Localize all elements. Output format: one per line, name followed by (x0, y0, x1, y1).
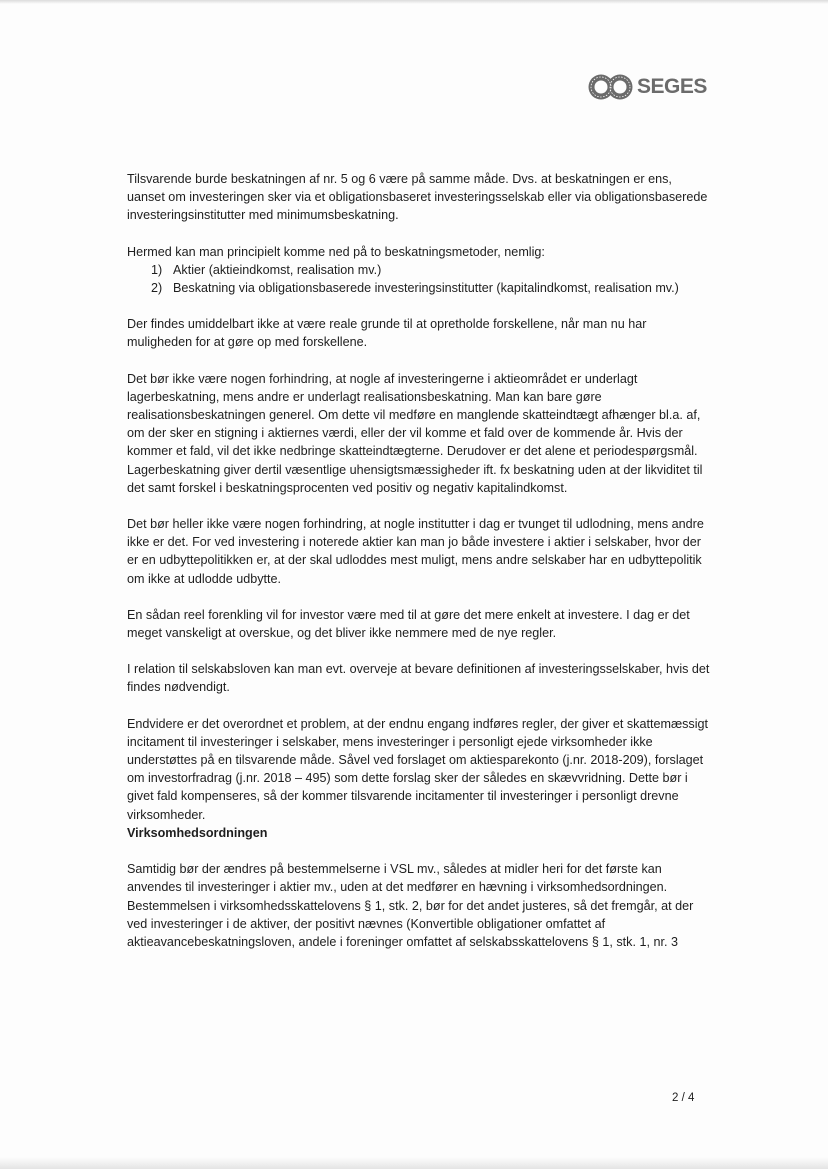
paragraph-simplification: En sådan reel forenkling vil for investor være med til at gøre det mere enkelt at investere. I dag er det meget vanskeligt at overskue, og det bliver ikke nemmere med de nye regler. (127, 607, 690, 641)
seges-logo (588, 72, 707, 102)
section-heading: Virksomhedsordningen (127, 825, 268, 840)
paragraph-taxation-equal: Tilsvarende burde beskatningen af nr. 5 og 6 være på samme måde. Dvs. at beskatningen er ens, uanset om investeringen sker via et obligationsbaseret investeringsselskab eller via obligationsbaserede investeringsinstitutter med minimumsbeskatning. (127, 172, 708, 223)
list-item (127, 279, 712, 297)
methods-list (127, 261, 712, 297)
list-item (127, 261, 712, 279)
scan-edge-top (0, 0, 828, 4)
seges-logo-icon (588, 73, 634, 101)
scan-edge-bottom (0, 1157, 828, 1169)
list-item-text: Beskatning via obligationsbaserede investeringsinstitutter (kapitalindkomst, realisation mv.) (173, 281, 679, 296)
section-body: Samtidig bør der ændres på bestemmelserne i VSL mv., således at midler heri for det første kan anvendes til investeringer i aktier mv., uden at det medfører en hævning i virksomhedsordningen. Bestemmelsen i virksomhedsskattelovens § 1, stk. 2, bør for det andet justeres, så det fremgår, at der ved investeringer i de aktiver, der positivt nævnes (Konvertible obligationer omfattet af aktieavancebeskatningsloven, andele i foreninger omfattet af selskabsskattelovens § 1, stk. 1, nr. 3 (127, 862, 694, 949)
document-body (127, 170, 712, 951)
paragraph-company-law: I relation til selskabsloven kan man evt. overveje at bevare definitionen af investeringsselskaber, hvis det findes nødvendigt. (127, 662, 710, 695)
paragraph-no-real-reasons: Der findes umiddelbart ikke at være reale grunde til at opretholde forskellene, når man nu har muligheden for at gøre op med forskellene. (127, 317, 647, 350)
paragraph-distribution: Det bør heller ikke være nogen forhindring, at nogle institutter i dag er tvunget til udlodning, mens andre ikke er det. For ved investering i noterede aktier kan man jo både investere i aktier i selskaber, hvor der er en udbyttepolitikken er, at der skal udloddes mest muligt, mens andre selskaber har en udbyttepolitik om ikke at udlodde udbytte. (127, 517, 704, 586)
paragraph-realisation-taxation: Det bør ikke være nogen forhindring, at nogle af investeringerne i aktieområdet er underlagt lagerbeskatning, mens andre er underlagt realisationsbeskatning. Man kan bare gøre realisationsbeskatningen generel. Om dette vil medføre en manglende skatteindtægt afhænger bl.a. af, om der sker en stigning i aktiernes værdi, eller der vil komme et fald over de kommende år. Hvis der kommer et fald, vil det ikke nedbringe skatteindtægterne. Derudover er det alene et periodespørgsmål. Lagerbeskatning giver dertil væsentlige uhensigtsmæssigheder ift. fx beskatning uden at der likviditet til det samt forskel i beskatningsprocenten ved positiv og negativ kapitalindkomst. (127, 371, 703, 495)
page-number: 2 / 4 (672, 1092, 695, 1104)
list-item-text: Aktier (aktieindkomst, realisation mv.) (173, 262, 382, 277)
paragraph-incentive-problem: Endvidere er det overordnet et problem, at der endnu engang indføres regler, der giver et skattemæssigt incitament til investeringer i selskaber, mens investeringer i personligt ejede virksomheder ikke understøttes på en tilsvarende måde. Såvel ved forslaget om aktiesparekonto (j.nr. 2018-209), forslaget om investorfradrag (j.nr. 2018 – 495) som dette forslag sker der således en skævvridning. Dette bør i givet fald kompenseres, så der kommer tilsvarende incitamenter til investeringer i personligt drevne virksomheder. (127, 716, 709, 822)
paragraph-methods-intro: Hermed kan man principielt komme ned på to beskatningsmetoder, nemlig: (127, 244, 545, 259)
logo-text: SEGES (637, 75, 707, 98)
list-item-number: 1) (151, 262, 163, 277)
list-item-number: 2) (151, 281, 163, 296)
